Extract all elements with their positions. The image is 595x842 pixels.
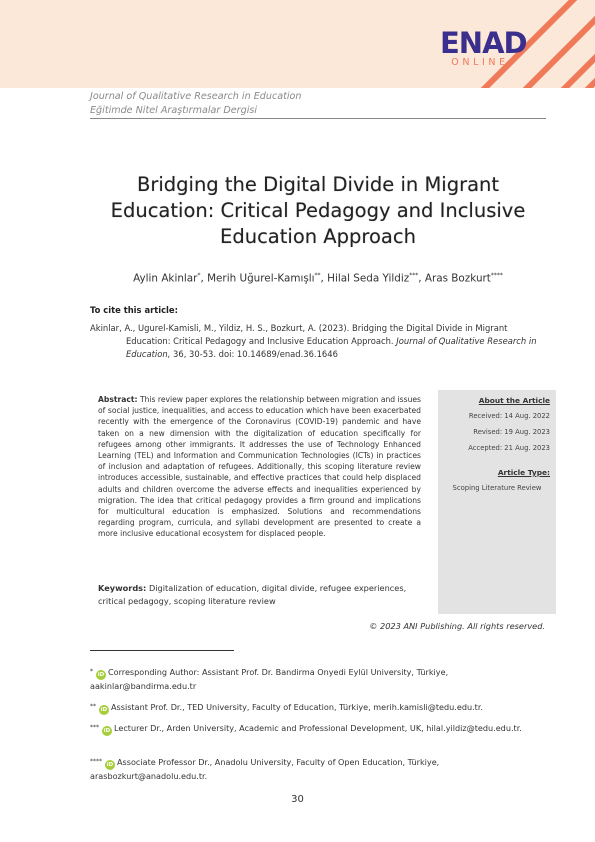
orcid-icon[interactable]: iD <box>100 707 108 713</box>
accepted-date: Accepted: 21 Aug. 2023 <box>468 444 550 452</box>
revised-date: Revised: 19 Aug. 2023 <box>473 428 550 436</box>
header-banner <box>0 0 595 88</box>
citation-main: Akinlar, A., Ugurel-Kamisli, M., Yildiz, H. S., Bozkurt, A. (2023). Bridging the Digital Divide in Migrant Education: Critical Pedagogy and Inclusive Education Approach. <box>90 323 508 346</box>
title-line: Education Approach <box>220 225 416 248</box>
keywords <box>98 582 421 608</box>
page-number: 30 <box>291 794 304 805</box>
article-type-heading: Article Type: <box>497 468 550 477</box>
footnote <box>90 722 530 736</box>
article-title <box>90 172 546 250</box>
footnote-text: Associate Professor Dr., Anadolu University, Faculty of Open Education, Türkiye, arasbozkurt@anadolu.edu.tr. <box>90 757 440 781</box>
journal-name-tr: Eğitimde Nitel Araştırmalar Dergisi <box>90 105 258 116</box>
logo-main-text: ENAD <box>440 26 527 60</box>
footnote-text: Assistant Prof. Dr., TED University, Faculty of Education, Türkiye, merih.kamisli@tedu.edu.tr. <box>111 702 483 712</box>
footnote <box>90 701 530 715</box>
article-info-box <box>438 390 556 614</box>
footnote-text: Corresponding Author: Assistant Prof. Dr. Bandirma Onyedi Eylül University, Türkiye, aakinlar@bandirma.edu.tr <box>90 667 449 691</box>
journal-name-en: Journal of Qualitative Research in Education <box>90 91 302 102</box>
header-divider <box>90 118 546 119</box>
abstract-text: This review paper explores the relationship between migration and issues of social justice, inequalities, and access to education which have been exacerbated recently with the emergence of the Coronavirus (COVID-19) pandemic and have taken on a new dimension with the digitalization of education specifically for refugees among other immigrants. It addresses the use of Technology Enhanced Learning (TEL) and Information and Communication Technologies (ICTs) in practices of inclusion and adaptation of refugees. Additionally, this scoping literature review introduces accessible, sustainable, and effective practices that could help displaced adults and children overcome the adverse effects and inequalities experienced by migration. The idea that critical pedagogy provides a firm ground and implications for multicultural education is emphasized. Solutions and recommendations regarding program, curricula, and syllabi development are presented to create a more inclusive educational ecosystem for displaced people. <box>98 395 422 539</box>
article-info-heading: About the Article <box>478 396 550 405</box>
orcid-icon[interactable]: iD <box>97 672 105 678</box>
author-mark: *** <box>409 272 419 279</box>
citation-journal: Journal of Qualitative Research in Education, <box>126 336 537 359</box>
citation-heading: To cite this article: <box>90 305 178 315</box>
author-mark: ** <box>314 272 321 279</box>
author-name: Aylin Akinlar <box>133 272 198 285</box>
author-mark: * <box>197 272 201 279</box>
footnote-mark: ** <box>90 703 96 710</box>
logo-sub-text: ONLINE <box>451 57 509 68</box>
abstract-label: Abstract: <box>98 395 138 404</box>
author-name: Aras Bozkurt <box>424 272 491 285</box>
orcid-icon[interactable]: iD <box>103 728 111 734</box>
copyright-notice: © 2023 ANI Publishing. All rights reserved. <box>369 621 545 631</box>
keywords-label: Keywords: <box>98 583 147 593</box>
citation-text <box>90 322 546 361</box>
abstract <box>98 394 421 540</box>
title-line: Education: Critical Pedagogy and Inclusive <box>110 199 526 222</box>
footnote <box>90 756 530 782</box>
footnote-mark: *** <box>90 724 99 731</box>
citation-details: 36, 30-53. doi: 10.14689/enad.36.1646 <box>173 349 338 359</box>
footnote-divider <box>90 650 234 651</box>
received-date: Received: 14 Aug. 2022 <box>468 412 550 420</box>
author-mark: **** <box>490 272 503 279</box>
footnote <box>90 666 530 692</box>
article-type: Scoping Literature Review <box>452 484 542 492</box>
author-list: Aylin Akinlar*, Merih Uğurel-Kamışlı**, Hilal Seda Yildiz***, Aras Bozkurt**** <box>133 272 503 285</box>
title-line: Bridging the Digital Divide in Migrant <box>136 173 500 196</box>
journal-logo <box>440 28 540 68</box>
footnote-mark: **** <box>90 758 102 765</box>
author-name: Hilal Seda Yildiz <box>327 272 410 285</box>
orcid-icon[interactable]: iD <box>106 762 114 768</box>
author-name: Merih Uğurel-Kamışlı <box>207 272 315 285</box>
keywords-text: Digitalization of education, digital divide, refugee experiences, critical pedagogy, scoping literature review <box>98 583 407 606</box>
footnote-mark: * <box>90 668 93 675</box>
journal-names <box>90 90 302 118</box>
footnote-text: Lecturer Dr., Arden University, Academic and Professional Development, UK, hilal.yildiz@tedu.edu.tr. <box>114 723 522 733</box>
